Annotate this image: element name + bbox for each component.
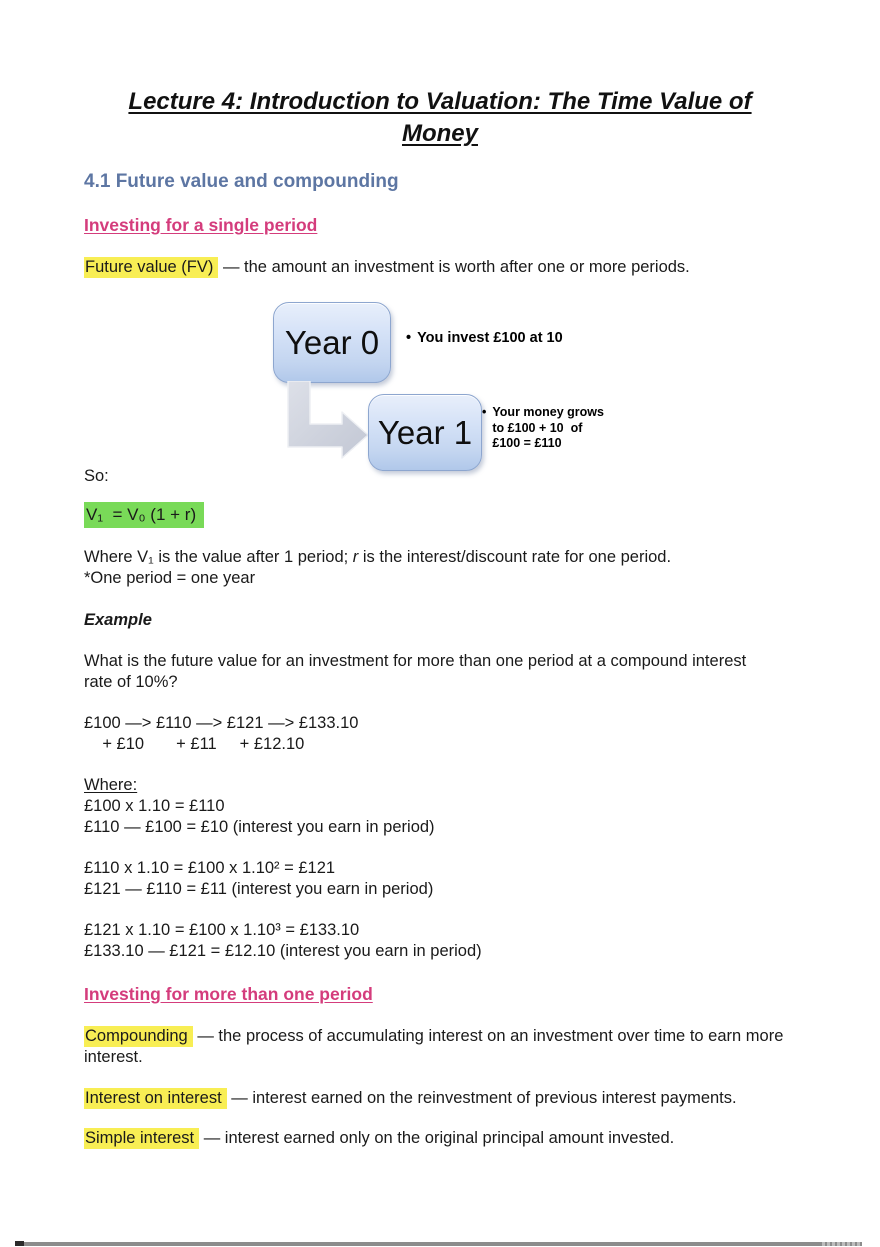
calc-line: £100 x 1.10 = £110 (84, 797, 225, 815)
definition-simple-interest (84, 1128, 796, 1149)
diagram-bullet-invest-text: You invest £100 at 10 (417, 330, 563, 346)
bullet-icon: • (482, 405, 487, 419)
future-value-definition (84, 257, 796, 278)
highlight-formula: V₁ = V₀ (1 + r) (84, 502, 204, 528)
year0-to-year1-arrow-icon (286, 381, 370, 461)
highlight-compounding-term: Compounding (84, 1026, 193, 1047)
formula-explanation-post: is the interest/discount rate for one period. (358, 548, 672, 566)
growth-sequence-interest: + £10 + £11 + £12.10 (84, 735, 305, 753)
bullet-icon: • (406, 330, 412, 346)
calc-line: £133.10 — £121 = £12.10 (interest you earn in period) (84, 942, 482, 960)
calc-group-period2 (84, 858, 796, 900)
watermark (822, 1242, 860, 1246)
year-1-box: Year 1 (368, 394, 482, 471)
formula-explanation (84, 547, 796, 589)
calc-line: £121 x 1.10 = £100 x 1.10³ = £133.10 (84, 921, 360, 939)
page-title-line1: Lecture 4: Introduction to Valuation: The Time Value of (128, 88, 752, 115)
subheading-investing-multiple-periods: Investing for more than one period (84, 984, 373, 1004)
diagram-bullet-money-grows (482, 405, 604, 452)
definition-interest-on-interest (84, 1088, 796, 1109)
calc-where-label: Where: (84, 776, 138, 794)
definition-compounding (84, 1026, 796, 1068)
subheading-investing-single-period: Investing for a single period (84, 215, 318, 235)
money-grows-line1: Your money grows (492, 405, 604, 419)
page-title-line2: Money (401, 120, 478, 147)
calc-group-period1 (84, 796, 796, 838)
diagram-bullet-invest (406, 330, 563, 346)
page-bottom-edge (15, 1242, 862, 1246)
future-value-definition-text: — the amount an investment is worth after one or more periods. (218, 258, 690, 276)
example-label: Example (84, 611, 152, 629)
diagram-bullet-money-grows-text (492, 405, 604, 452)
growth-sequence (84, 713, 796, 755)
so-label: So: (84, 467, 109, 485)
formula-explanation-pre: Where V₁ is the value after 1 period; (84, 548, 353, 566)
flow-diagram (84, 290, 796, 462)
year-0-box: Year 0 (273, 302, 391, 383)
definition-interest-on-interest-text: — interest earned on the reinvestment of previous interest payments. (226, 1089, 737, 1107)
calc-line: £121 — £110 = £11 (interest you earn in period) (84, 880, 434, 898)
calc-group-period3 (84, 920, 796, 962)
money-grows-line2: to £100 + 10 of (492, 420, 583, 435)
highlight-simple-interest-term: Simple interest (84, 1128, 199, 1149)
growth-sequence-values: £100 —> £110 —> £121 —> £133.10 (84, 714, 359, 732)
calc-line: £110 x 1.10 = £100 x 1.10² = £121 (84, 859, 336, 877)
calc-line: £110 — £100 = £10 (interest you earn in period) (84, 818, 435, 836)
section-heading: 4.1 Future value and compounding (84, 171, 399, 192)
page-bottom-edge-cap (15, 1241, 24, 1246)
page-title (84, 86, 796, 150)
definition-simple-interest-text: — interest earned only on the original principal amount invested. (199, 1129, 675, 1147)
money-grows-line3: £100 = £110 (492, 436, 562, 450)
rate-variable: r (352, 548, 359, 566)
highlight-interest-on-interest-term: Interest on interest (84, 1088, 227, 1109)
highlight-future-value-term: Future value (FV) (84, 257, 218, 278)
future-value-formula (84, 503, 796, 528)
definition-compounding-text: — the process of accumulating interest on an investment over time to earn more interest. (84, 1027, 784, 1066)
example-question: What is the future value for an investment for more than one period at a compound interest rate of 10%? (84, 652, 747, 691)
one-period-note: *One period = one year (84, 569, 256, 587)
